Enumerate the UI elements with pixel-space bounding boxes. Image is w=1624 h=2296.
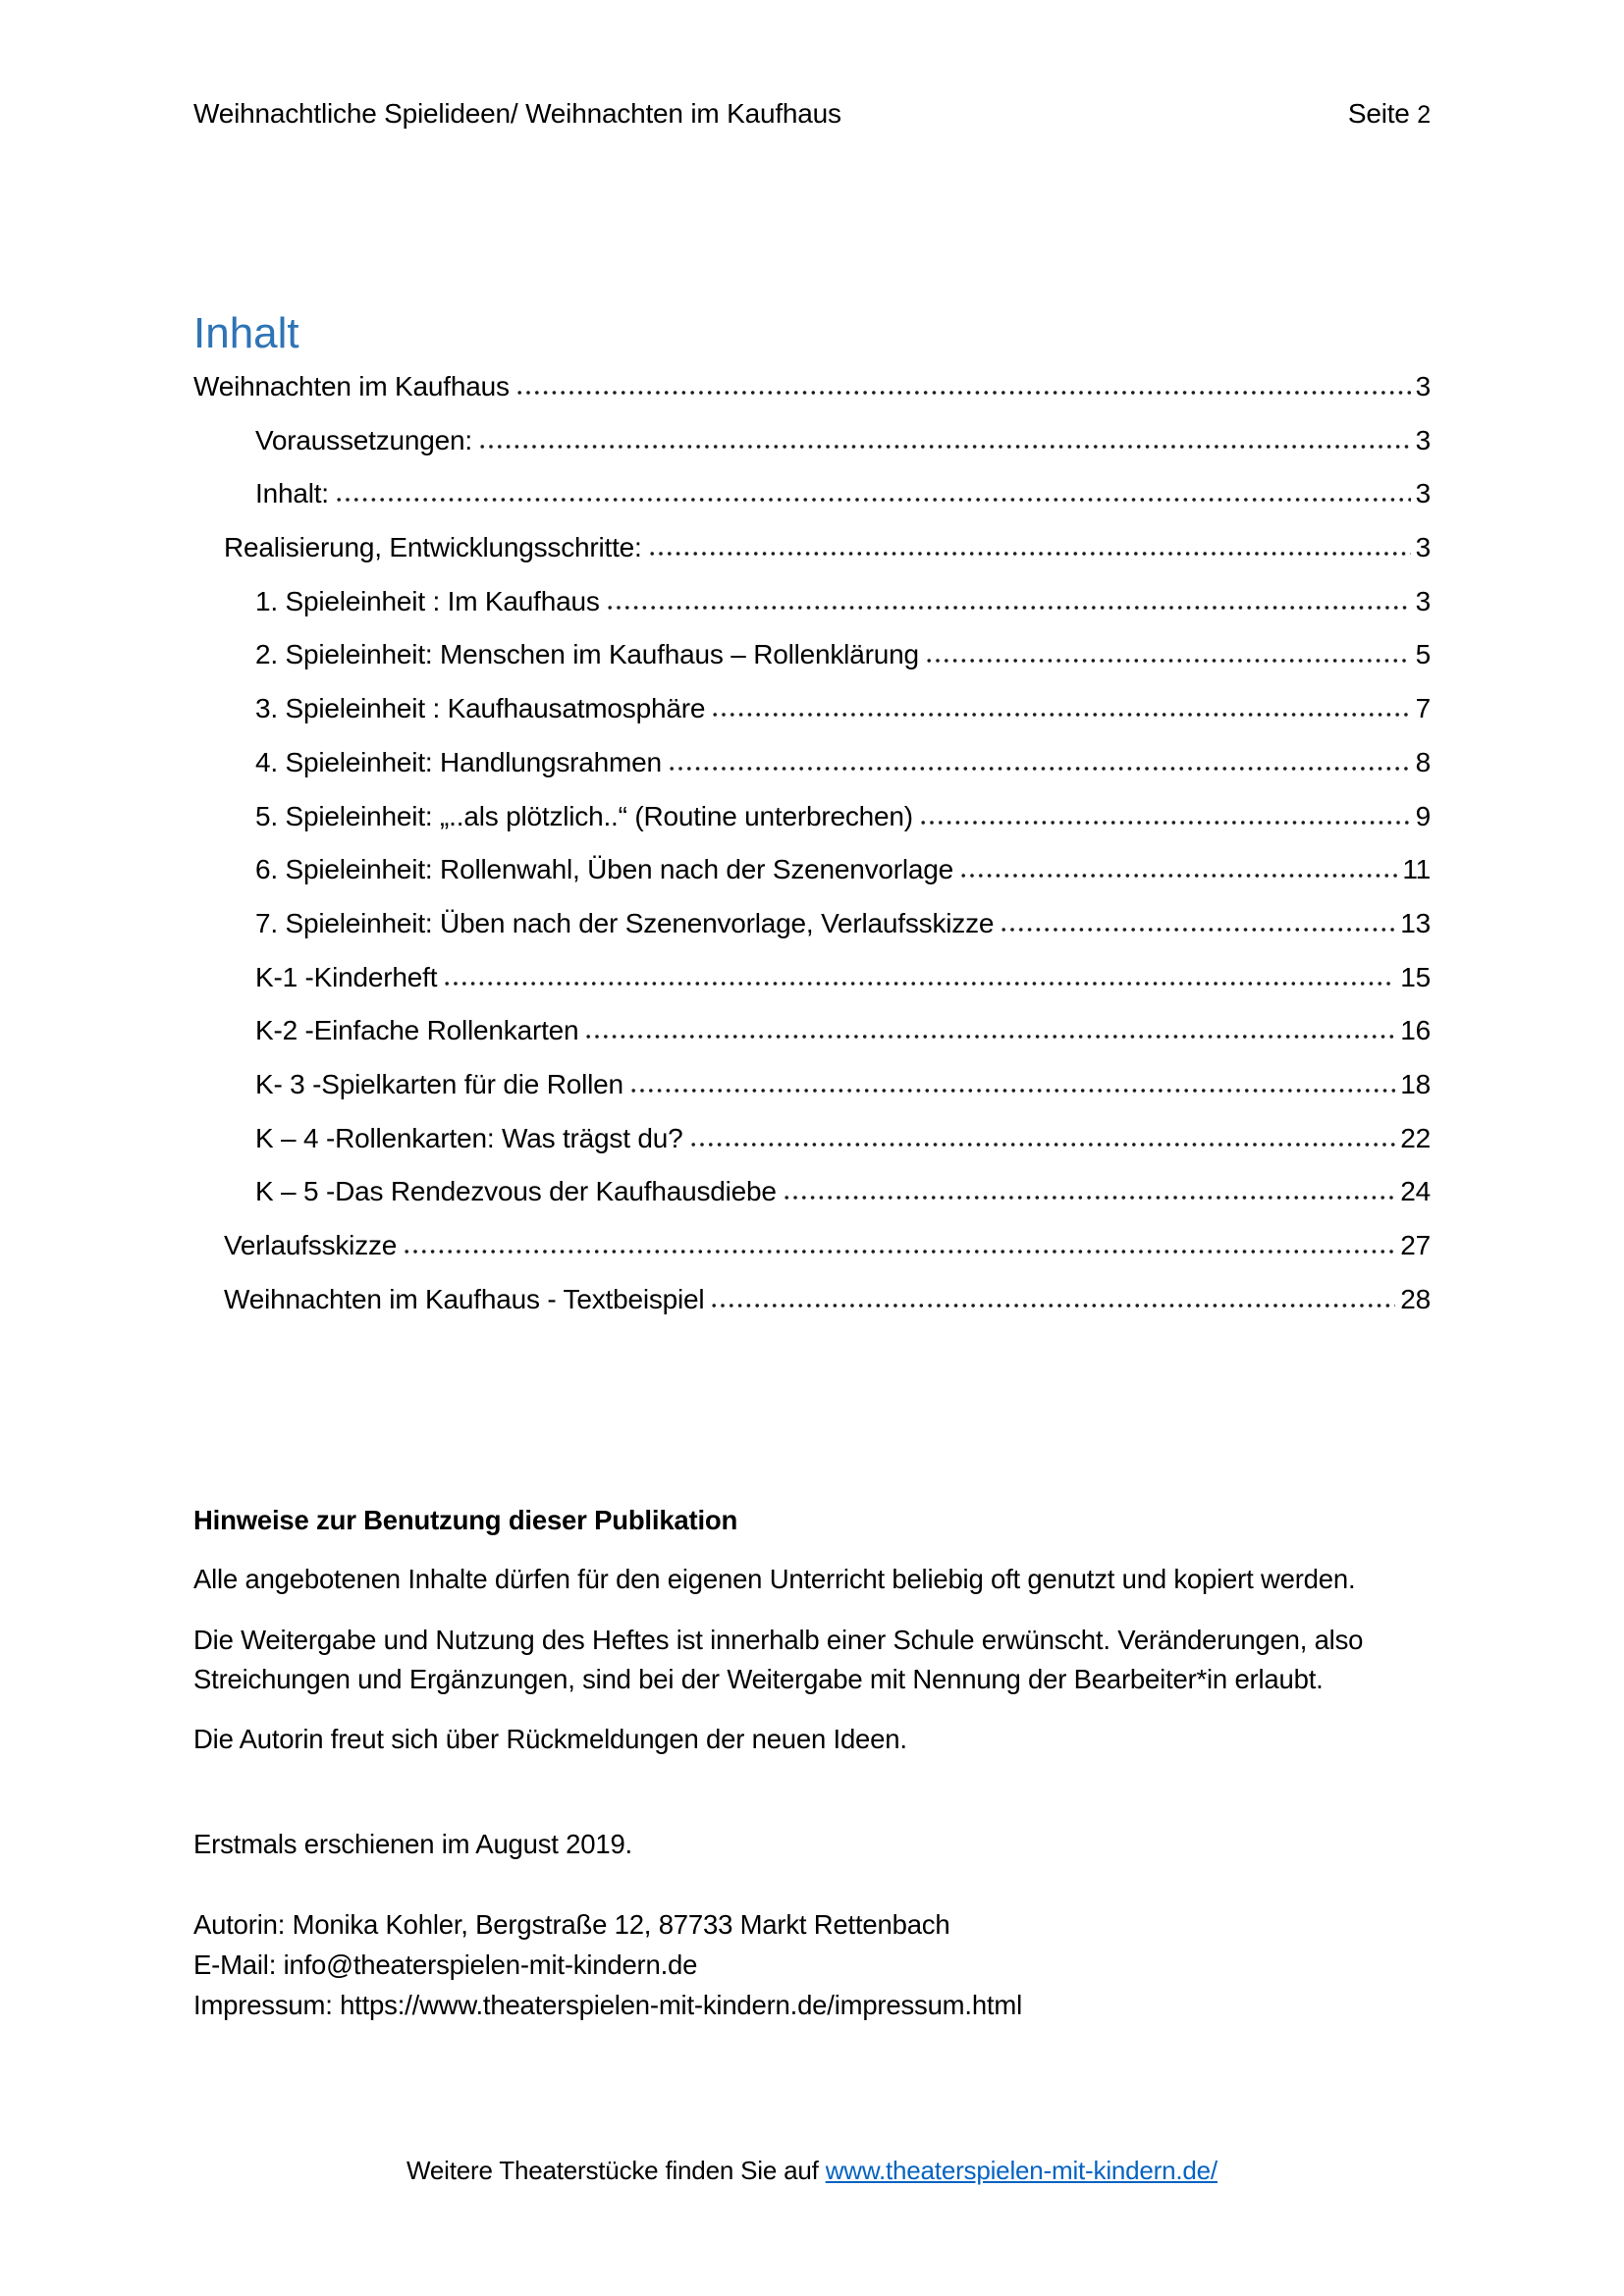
toc-entry-page: 3 (1415, 424, 1431, 455)
toc-entry-label: K- 3 -Spielkarten für die Rollen (255, 1068, 623, 1099)
toc-entry-label: K-1 -Kinderheft (255, 961, 438, 992)
toc-leader-dots (405, 1249, 1395, 1255)
toc-entry-page: 3 (1415, 371, 1431, 401)
toc-leader-dots (927, 658, 1411, 664)
toc-leader-dots (712, 1303, 1395, 1308)
page-number-value: 2 (1417, 101, 1431, 129)
toc-entry[interactable] (193, 478, 1431, 532)
toc-entry-page: 3 (1415, 585, 1431, 616)
usage-note-1: Alle angebotenen Inhalte dürfen für den eigenen Unterricht beliebig oft genutzt und kopiert werden. (193, 1564, 1356, 1595)
toc-entry-label: Inhalt: (255, 478, 329, 509)
toc-entry[interactable] (193, 371, 1431, 425)
email-line: E-Mail: info@theaterspielen-mit-kindern.de (193, 1949, 698, 1981)
toc-entry-label: 5. Spieleinheit: „..als plötzlich..“ (Routine unterbrechen) (255, 800, 913, 831)
toc-entry-page: 22 (1400, 1122, 1431, 1153)
toc-leader-dots (586, 1034, 1395, 1040)
feedback-note: Die Autorin freut sich über Rückmeldungen der neuen Ideen. (193, 1724, 907, 1755)
impressum-line: Impressum: https://www.theaterspielen-mit-kindern.de/impressum.html (193, 1990, 1022, 2021)
footer-text: Weitere Theaterstücke finden Sie auf (406, 2156, 826, 2185)
toc-entry-label: Verlaufsskizze (224, 1230, 398, 1260)
toc-entry-page: 18 (1400, 1068, 1431, 1099)
toc-entry-label: Weihnachten im Kaufhaus (193, 371, 510, 401)
toc-entry-label: 7. Spieleinheit: Üben nach der Szenenvorlage, Verlaufsskizze (255, 907, 995, 938)
toc-entry-label: K – 5 -Das Rendezvous der Kaufhausdiebe (255, 1176, 777, 1207)
toc-entry-label: K – 4 -Rollenkarten: Was trägst du? (255, 1122, 683, 1153)
page-number-label: Seite (1347, 98, 1410, 129)
usage-note-2-line-1: Die Weitergabe und Nutzung des Heftes ist innerhalb einer Schule erwünscht. Veränderungen, also (193, 1625, 1364, 1656)
toc-entry-label: 2. Spieleinheit: Menschen im Kaufhaus – Rollenklärung (255, 639, 919, 670)
usage-note-2-line-2: Streichungen und Ergänzungen, sind bei der Weitergabe mit Nennung der Bearbeiter*in erlaubt. (193, 1664, 1324, 1695)
toc-entry-label: 1. Spieleinheit : Im Kaufhaus (255, 585, 600, 616)
toc-entry[interactable] (193, 801, 1431, 855)
toc-entry[interactable] (193, 1069, 1431, 1123)
toc-entry[interactable] (193, 854, 1431, 908)
toc-leader-dots (337, 497, 1411, 503)
toc-entry-label: Weihnachten im Kaufhaus - Textbeispiel (224, 1283, 705, 1314)
toc-entry-page: 7 (1415, 693, 1431, 724)
toc-entry[interactable] (193, 962, 1431, 1016)
author-line: Autorin: Monika Kohler, Bergstraße 12, 87733 Markt Rettenbach (193, 1909, 950, 1941)
header-title: Weihnachtliche Spielideen/ Weihnachten im Kaufhaus (193, 98, 841, 129)
toc-entry-page: 16 (1400, 1015, 1431, 1046)
imprint-block (193, 1904, 1431, 2025)
content-column (193, 0, 1431, 2025)
toc-entry[interactable] (193, 1015, 1431, 1069)
toc-entry[interactable] (193, 1176, 1431, 1230)
toc-entry[interactable] (193, 586, 1431, 640)
toc-entry-page: 3 (1415, 532, 1431, 563)
usage-note-2 (193, 1621, 1431, 1699)
toc-entry-label: K-2 -Einfache Rollenkarten (255, 1015, 579, 1046)
toc-entry-page: 11 (1402, 854, 1431, 885)
toc-entry-page: 24 (1400, 1176, 1431, 1207)
toc-entry-page: 5 (1415, 639, 1431, 670)
footer-link[interactable]: www.theaterspielen-mit-kindern.de/ (825, 2156, 1218, 2185)
toc-entry-label: 6. Spieleinheit: Rollenwahl, Üben nach der Szenenvorlage (255, 854, 954, 885)
toc-leader-dots (650, 551, 1411, 557)
toc-leader-dots (480, 444, 1411, 450)
first-published-note: Erstmals erschienen im August 2019. (193, 1829, 632, 1860)
toc-entry[interactable] (193, 425, 1431, 479)
toc-entry[interactable] (193, 1284, 1431, 1338)
toc-entry[interactable] (193, 639, 1431, 693)
toc-leader-dots (785, 1195, 1395, 1201)
toc-entry-label: 4. Spieleinheit: Handlungsrahmen (255, 746, 662, 777)
toc-entry-page: 13 (1400, 907, 1431, 938)
toc-entry-page: 28 (1400, 1283, 1431, 1314)
toc-entry-page: 3 (1415, 478, 1431, 509)
toc-entry[interactable] (193, 693, 1431, 747)
toc-entry[interactable] (193, 532, 1431, 586)
toc-entry-label: Voraussetzungen: (255, 424, 472, 455)
toc-leader-dots (921, 820, 1411, 826)
toc-entry-label: Realisierung, Entwicklungsschritte: (224, 532, 642, 563)
toc-entry-page: 27 (1400, 1230, 1431, 1260)
toc-leader-dots (713, 712, 1410, 718)
toc-list (193, 371, 1431, 1337)
toc-leader-dots (961, 873, 1397, 879)
page-footer (193, 2156, 1431, 2186)
toc-leader-dots (608, 605, 1411, 611)
toc-entry[interactable] (193, 1123, 1431, 1177)
toc-entry[interactable] (193, 908, 1431, 962)
toc-leader-dots (670, 766, 1411, 772)
toc-leader-dots (1001, 927, 1395, 933)
toc-entry[interactable] (193, 1230, 1431, 1284)
notes-heading: Hinweise zur Benutzung dieser Publikation (193, 1505, 738, 1536)
toc-leader-dots (691, 1142, 1396, 1148)
toc-heading: Inhalt (193, 309, 299, 357)
toc-leader-dots (445, 981, 1395, 987)
toc-entry-page: 15 (1400, 961, 1431, 992)
toc-leader-dots (631, 1088, 1395, 1094)
toc-leader-dots (517, 390, 1411, 396)
toc-entry-page: 9 (1415, 800, 1431, 831)
toc-entry-page: 8 (1415, 746, 1431, 777)
toc-entry[interactable] (193, 747, 1431, 801)
toc-entry-label: 3. Spieleinheit : Kaufhausatmosphäre (255, 693, 706, 724)
